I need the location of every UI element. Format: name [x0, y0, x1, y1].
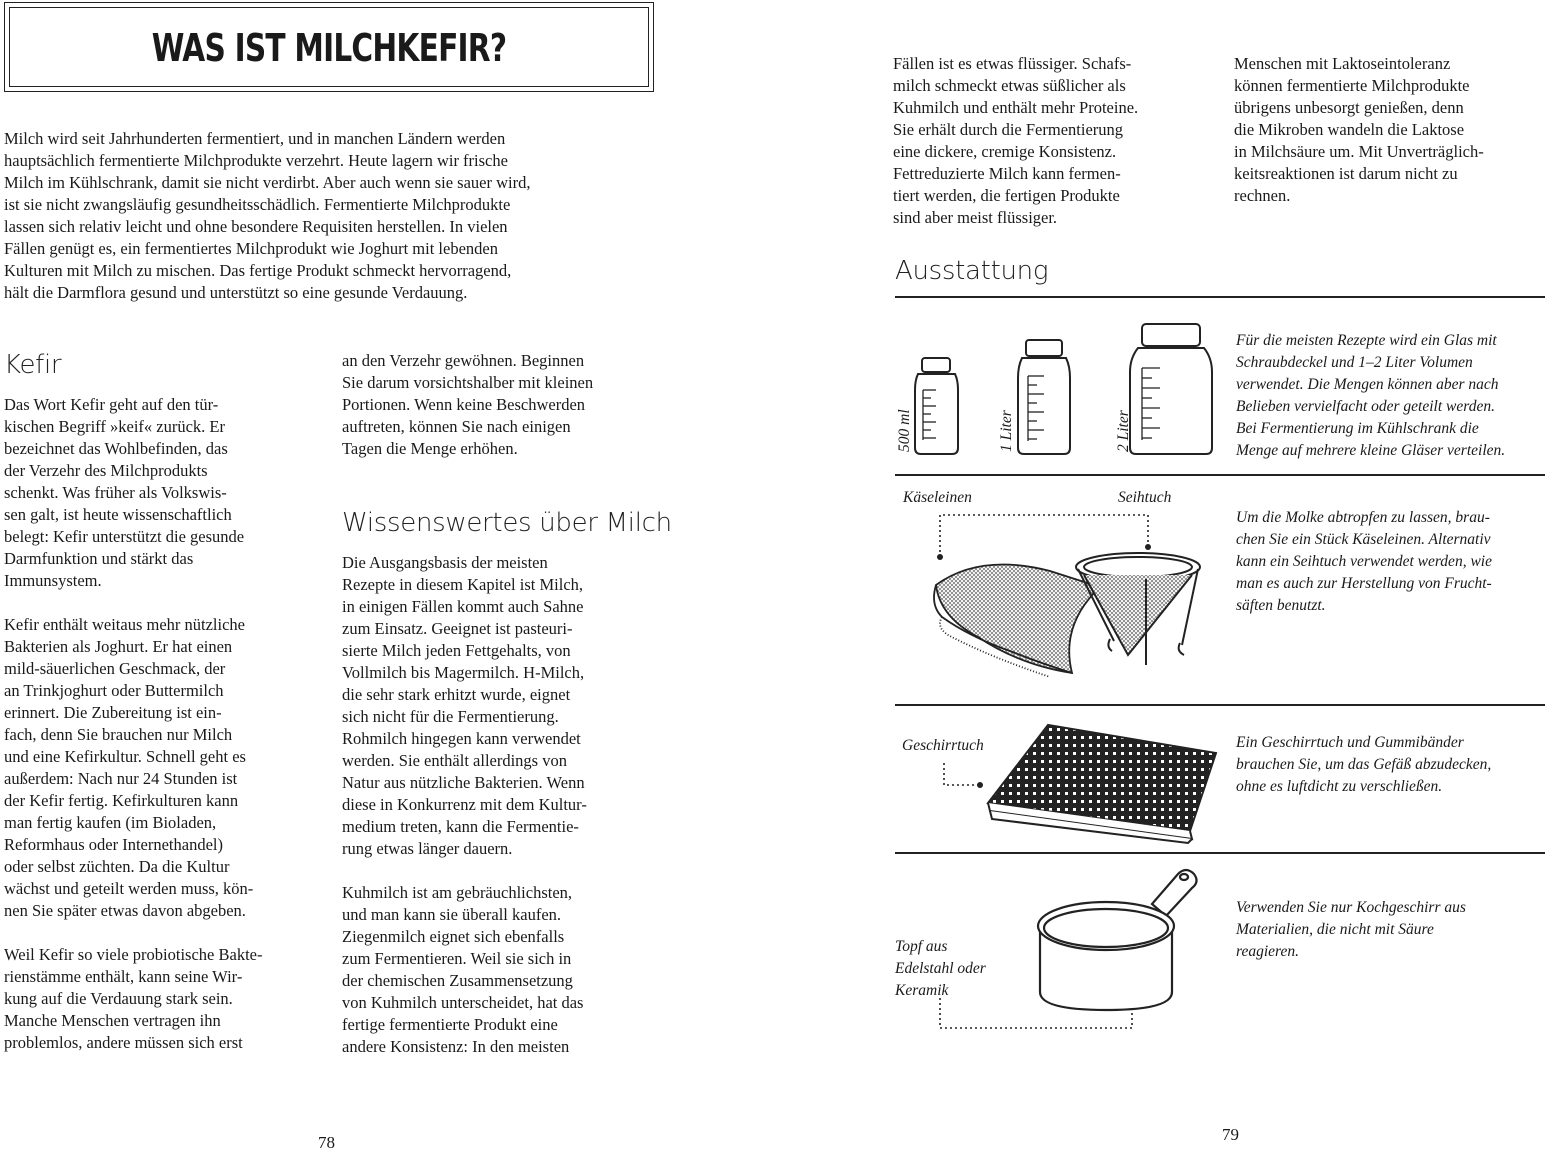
text-line: in einigen Fällen kommt auch Sahne — [342, 597, 584, 616]
text-line: außerdem: Nach nur 24 Stunden ist — [4, 769, 238, 788]
towel-illustration — [900, 715, 1220, 840]
text-line: Kuhmilch ist am gebräuchlichsten, — [342, 883, 573, 902]
text-line: an Trinkjoghurt oder Buttermilch — [4, 681, 224, 700]
text-line: Rezepte in diesem Kapitel ist Milch, — [342, 575, 584, 594]
page-number-left: 78 — [318, 1133, 335, 1152]
text-line: mild-säuerlichen Geschmack, der — [4, 659, 226, 678]
text-line: Kefir enthält weitaus mehr nützliche — [4, 615, 245, 634]
text-line: Weil Kefir so viele probiotische Bakte- — [4, 945, 263, 964]
caption-line: Ein Geschirrtuch und Gummibänder — [1236, 734, 1464, 751]
caption-line: chen Sie ein Stück Käseleinen. Alternativ — [1236, 531, 1491, 548]
text-line: Reformhaus oder Internethandel) — [4, 835, 223, 854]
leader-dot-icon — [1145, 544, 1151, 550]
label-line: Keramik — [895, 982, 949, 999]
intro-line: Fällen genügt es, ein fermentiertes Milchprodukt wie Joghurt mit lebenden — [4, 239, 498, 258]
text-line: Fällen ist es etwas flüssiger. Schafs- — [893, 54, 1132, 73]
text-line: zum Einsatz. Geeignet ist pasteuri- — [342, 619, 573, 638]
text-line: Immunsystem. — [4, 571, 102, 590]
leader-dot-icon — [977, 782, 983, 788]
pot-caption — [1236, 897, 1550, 963]
jar-500ml-icon — [915, 358, 958, 454]
jar-label-2liter: 2 Liter — [1115, 410, 1132, 452]
text-line: Fettreduzierte Milch kann fermen- — [893, 164, 1121, 183]
text-line: wächst und geteilt werden muss, kön- — [4, 879, 254, 898]
dotted-leader — [944, 763, 978, 785]
text-line: andere Konsistenz: In den meisten — [342, 1037, 570, 1056]
text-line: Tagen die Menge erhöhen. — [342, 439, 518, 458]
label-geschirrtuch: Geschirrtuch — [902, 737, 984, 754]
intro-line: Milch im Kühlschrank, damit sie nicht verdirbt. Aber auch wenn sie sauer wird, — [4, 173, 531, 192]
section-divider — [895, 296, 1545, 298]
cloth-caption — [1236, 507, 1550, 617]
jar-label-1liter: 1 Liter — [998, 410, 1015, 452]
text-line: erinnert. Die Zubereitung ist ein- — [4, 703, 222, 722]
label-seihtuch: Seihtuch — [1118, 489, 1172, 506]
kefir-paragraph-1 — [4, 394, 324, 592]
kefir-paragraph-3 — [4, 944, 324, 1054]
milch-column — [342, 552, 662, 1058]
text-line: rechnen. — [1234, 186, 1291, 205]
caption-line: ohne es luftdicht zu verschließen. — [1236, 778, 1443, 795]
text-line: Darmfunktion und stärkt das — [4, 549, 194, 568]
text-line: der Verzehr des Milchprodukts — [4, 461, 208, 480]
kefir-column — [4, 394, 324, 1054]
towel-caption — [1236, 732, 1550, 798]
label-kaeseleinen: Käseleinen — [903, 489, 972, 506]
kaeseleinen-icon — [934, 565, 1100, 677]
label-line: Edelstahl oder — [895, 960, 986, 977]
title-box — [4, 2, 654, 92]
text-line: Die Ausgangsbasis der meisten — [342, 553, 548, 572]
text-line: eine dickere, cremige Konsistenz. — [893, 142, 1117, 161]
cheesecloth-illustration — [900, 505, 1220, 695]
intro-line: lassen sich relativ leicht und ohne besondere Requisiten herstellen. In vielen — [4, 217, 508, 236]
intro-line: hält die Darmflora gesund und unterstützt so eine gesunde Verdauung. — [4, 283, 468, 302]
text-line: schenkt. Was früher als Volkswis- — [4, 483, 227, 502]
jar-1liter-icon — [1018, 340, 1070, 454]
text-line: von Kuhmilch unterscheidet, hat das — [342, 993, 584, 1012]
text-line: zum Fermentieren. Weil sie sich in — [342, 949, 572, 968]
intro-line: Milch wird seit Jahrhunderten fermentiert, und in manchen Ländern werden — [4, 129, 506, 148]
right-column-a — [893, 53, 1213, 229]
caption-line: Bei Fermentierung im Kühlschrank die — [1236, 420, 1479, 437]
text-line: und eine Kefirkultur. Schnell geht es — [4, 747, 246, 766]
ausstattung-heading: Ausstattung — [895, 256, 1049, 286]
text-line: rienstämme enthält, kann seine Wir- — [4, 967, 243, 986]
text-line: der chemischen Zusammensetzung — [342, 971, 573, 990]
topf-icon — [1038, 870, 1197, 1010]
title-inner-frame — [9, 7, 649, 87]
text-line: die sehr stark erhitzt wurde, eignet — [342, 685, 571, 704]
text-line: können fermentierte Milchprodukte — [1234, 76, 1470, 95]
caption-line: man es auch zur Herstellung von Frucht- — [1236, 575, 1492, 592]
text-line: oder selbst züchten. Da die Kultur — [4, 857, 230, 876]
text-line: sierte Milch jeden Fettgehalts, von — [342, 641, 571, 660]
milch-heading: Wissenswertes über Milch — [342, 508, 672, 538]
text-line: werden. Sie enthält allerdings von — [342, 751, 567, 770]
caption-line: verwendet. Die Mengen können aber nach — [1236, 376, 1499, 393]
jars-caption — [1236, 330, 1550, 462]
jars-illustration — [890, 318, 1220, 468]
leader-dot-icon — [937, 554, 943, 560]
text-line: die Mikroben wandeln die Laktose — [1234, 120, 1465, 139]
text-line: in Milchsäure um. Mit Unverträglich- — [1234, 142, 1484, 161]
milch-paragraph-2 — [342, 882, 662, 1058]
section-divider — [895, 852, 1545, 854]
milch-paragraph-1 — [342, 552, 662, 860]
pot-illustration — [900, 860, 1220, 1040]
text-line: an den Verzehr gewöhnen. Beginnen — [342, 351, 585, 370]
caption-line: Belieben vervielfacht oder geteilt werden. — [1236, 398, 1495, 415]
jar-2liter-icon — [1130, 324, 1212, 454]
text-line: kischen Begriff »keif« zurück. Er — [4, 417, 225, 436]
text-line: Kuhmilch und enthält mehr Proteine. — [893, 98, 1139, 117]
jar-label-500ml: 500 ml — [896, 409, 913, 452]
caption-line: Um die Molke abtropfen zu lassen, brau- — [1236, 509, 1490, 526]
caption-line: Materialien, die nicht mit Säure — [1236, 921, 1434, 938]
caption-line: Verwenden Sie nur Kochgeschirr aus — [1236, 899, 1466, 916]
text-line: sind aber meist flüssiger. — [893, 208, 1058, 227]
page-number-right: 79 — [1222, 1125, 1239, 1144]
text-line: sen galt, ist heute wissenschaftlich — [4, 505, 232, 524]
text-line: Ziegenmilch eignet sich ebenfalls — [342, 927, 565, 946]
caption-line: reagieren. — [1236, 943, 1299, 960]
text-line: Bakterien als Joghurt. Er hat einen — [4, 637, 233, 656]
text-line: belegt: Kefir unterstützt die gesunde — [4, 527, 245, 546]
text-line: Vollmilch bis Magermilch. H-Milch, — [342, 663, 585, 682]
intro-line: Kulturen mit Milch zu mischen. Das fertige Produkt schmeckt hervorragend, — [4, 261, 512, 280]
text-line: tiert werden, die fertigen Produkte — [893, 186, 1120, 205]
text-line: diese in Konkurrenz mit dem Kultur- — [342, 795, 587, 814]
text-line: auftreten, können Sie nach einigen — [342, 417, 571, 436]
text-line: Portionen. Wenn keine Beschwerden — [342, 395, 586, 414]
right-column-b — [1234, 53, 1550, 207]
col2-continued — [342, 350, 662, 460]
intro-paragraph — [4, 128, 654, 304]
caption-line: säften benutzt. — [1236, 597, 1326, 614]
geschirrtuch-icon — [988, 725, 1216, 843]
caption-line: Schraubdeckel und 1–2 Liter Volumen — [1236, 354, 1473, 371]
caption-line: kann ein Seihtuch verwendet werden, wie — [1236, 553, 1492, 570]
section-divider — [895, 704, 1545, 706]
text-line: kung auf die Verdauung stark sein. — [4, 989, 233, 1008]
text-line: problemlos, andere müssen sich erst — [4, 1033, 243, 1052]
kefir-paragraph-2 — [4, 614, 324, 922]
text-line: rung etwas länger dauern. — [342, 839, 513, 858]
caption-line: brauchen Sie, um das Gefäß abzudecken, — [1236, 756, 1492, 773]
text-line: sich nicht für die Fermentierung. — [342, 707, 559, 726]
text-line: Manche Menschen vertragen ihn — [4, 1011, 221, 1030]
text-line: Das Wort Kefir geht auf den tür- — [4, 395, 219, 414]
text-line: Rohmilch hingegen kann verwendet — [342, 729, 581, 748]
text-line: milch schmeckt etwas süßlicher als — [893, 76, 1126, 95]
label-line: Topf aus — [895, 938, 948, 955]
text-line: nen Sie später etwas davon abgeben. — [4, 901, 246, 920]
caption-line: Menge auf mehrere kleine Gläser verteilen. — [1236, 442, 1506, 459]
intro-line: ist sie nicht zwangsläufig gesundheitsschädlich. Fermentierte Milchprodukte — [4, 195, 511, 214]
text-line: Menschen mit Laktoseintoleranz — [1234, 54, 1451, 73]
page-title: WAS IST MILCHKEFIR? — [151, 26, 507, 70]
intro-line: hauptsächlich fermentierte Milchprodukte verzehrt. Heute lagern wir frische — [4, 151, 508, 170]
text-line: übrigens unbesorgt genießen, denn — [1234, 98, 1464, 117]
section-divider — [895, 474, 1545, 476]
text-line: fertige fermentierte Produkt eine — [342, 1015, 558, 1034]
caption-line: Für die meisten Rezepte wird ein Glas mit — [1236, 332, 1497, 349]
text-line: medium treten, kann die Fermentie- — [342, 817, 579, 836]
dotted-leader — [940, 515, 1148, 557]
text-line: bezeichnet das Wohlbefinden, das — [4, 439, 228, 458]
text-line: Sie darum vorsichtshalber mit kleinen — [342, 373, 594, 392]
text-line: fach, denn Sie brauchen nur Milch — [4, 725, 233, 744]
text-line: man fertig kaufen (im Bioladen, — [4, 813, 217, 832]
kefir-heading: Kefir — [4, 350, 62, 380]
text-line: Sie erhält durch die Fermentierung — [893, 120, 1124, 139]
text-line: keitsreaktionen ist darum nicht zu — [1234, 164, 1458, 183]
seihtuch-icon — [1076, 553, 1200, 665]
text-line: der Kefir fertig. Kefirkulturen kann — [4, 791, 239, 810]
text-line: Natur aus nützliche Bakterien. Wenn — [342, 773, 585, 792]
text-line: und man kann sie überall kaufen. — [342, 905, 562, 924]
